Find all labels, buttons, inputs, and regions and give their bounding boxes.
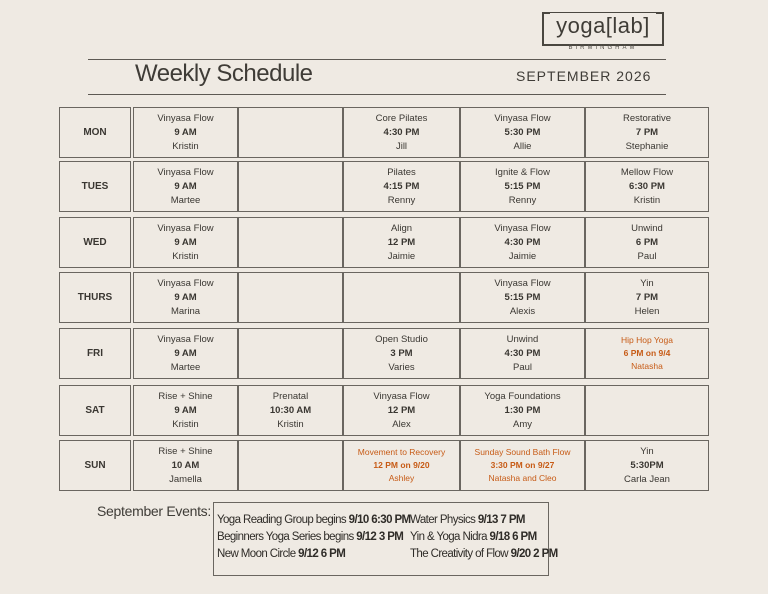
- event-item: [410, 531, 537, 543]
- class-teacher: Jaimie: [387, 250, 416, 262]
- event-name: New Moon Circle: [217, 548, 299, 560]
- class-teacher: Renny: [387, 194, 416, 206]
- class-time: 9 AM: [174, 236, 197, 248]
- class-time: 12 PM on 9/20: [373, 460, 430, 470]
- class-teacher: Kristin: [172, 250, 199, 262]
- day-label: WED: [59, 217, 131, 268]
- class-name: Pilates: [387, 166, 416, 178]
- event-name: Yin & Yoga Nidra: [410, 531, 490, 543]
- class-time: 5:15 PM: [504, 180, 541, 192]
- class-teacher: Martee: [170, 361, 201, 373]
- class-time: 6 PM: [635, 236, 659, 248]
- class-cell: [585, 107, 709, 158]
- class-time: 3:30 PM on 9/27: [490, 460, 555, 470]
- class-cell: [343, 217, 460, 268]
- class-cell: [133, 217, 238, 268]
- class-teacher: Kristin: [172, 418, 199, 430]
- class-cell: [585, 217, 709, 268]
- class-cell: [133, 440, 238, 491]
- class-time: 7 PM: [635, 291, 659, 303]
- class-time: 9 AM: [174, 126, 197, 138]
- class-name: Restorative: [622, 112, 672, 124]
- class-teacher: Martee: [170, 194, 201, 206]
- class-name: Rise + Shine: [158, 445, 213, 457]
- event-name: Water Physics: [410, 514, 478, 526]
- class-cell: [133, 385, 238, 436]
- class-cell: [460, 328, 585, 379]
- event-name: Yoga Reading Group begins: [217, 514, 349, 526]
- class-name: Vinyasa Flow: [157, 277, 214, 289]
- class-teacher: Marina: [170, 305, 201, 317]
- class-cell: [585, 328, 709, 379]
- class-name: Prenatal: [272, 390, 309, 402]
- class-time: 5:15 PM: [504, 291, 541, 303]
- class-teacher: Renny: [508, 194, 537, 206]
- class-cell: [460, 385, 585, 436]
- class-teacher: Allie: [513, 140, 532, 152]
- class-teacher: Natasha: [631, 361, 663, 371]
- class-name: Mellow Flow: [620, 166, 674, 178]
- class-name: Vinyasa Flow: [494, 277, 551, 289]
- class-name: Vinyasa Flow: [157, 112, 214, 124]
- empty-cell: [238, 217, 343, 268]
- event-when: 9/12 3 PM: [356, 531, 404, 543]
- month-label: SEPTEMBER 2026: [516, 68, 652, 84]
- class-name: Yin: [640, 445, 654, 457]
- class-teacher: Kristin: [172, 140, 199, 152]
- class-teacher: Alexis: [509, 305, 536, 317]
- events-box: [213, 502, 558, 576]
- class-time: 5:30 PM: [504, 126, 541, 138]
- header-bottom-rule: [88, 94, 666, 95]
- class-cell: [460, 217, 585, 268]
- class-name: Align: [390, 222, 413, 234]
- class-time: 10:30 AM: [269, 404, 312, 416]
- class-name: Sunday Sound Bath Flow: [474, 447, 571, 457]
- class-teacher: Paul: [637, 250, 657, 262]
- class-teacher: Ashley: [388, 473, 415, 483]
- class-time: 7 PM: [635, 126, 659, 138]
- day-label: THURS: [59, 272, 131, 323]
- class-cell: [460, 161, 585, 212]
- empty-cell: [238, 440, 343, 491]
- class-teacher: Jill: [395, 140, 408, 152]
- class-cell: [343, 385, 460, 436]
- events-label: September Events:: [97, 503, 211, 519]
- class-teacher: Natasha and Cleo: [488, 473, 557, 483]
- class-cell: [133, 272, 238, 323]
- class-teacher: Jamella: [169, 473, 202, 485]
- event-item: [217, 548, 345, 560]
- event-when: 9/12 6 PM: [298, 548, 346, 560]
- event-when: 9/13 7 PM: [477, 514, 525, 526]
- event-item: [217, 514, 411, 526]
- class-name: Vinyasa Flow: [157, 333, 214, 345]
- class-time: 3 PM: [390, 347, 413, 359]
- class-teacher: Kristin: [633, 194, 661, 206]
- empty-cell: [343, 272, 460, 323]
- class-teacher: Stephanie: [625, 140, 669, 152]
- class-name: Yin: [640, 277, 654, 289]
- class-teacher: Paul: [512, 361, 532, 373]
- class-name: Hip Hop Yoga: [621, 335, 673, 345]
- event-when: 9/18 6 PM: [489, 531, 537, 543]
- day-label: TUES: [59, 161, 131, 212]
- class-cell: [343, 107, 460, 158]
- class-name: Unwind: [506, 333, 539, 345]
- class-time: 9 AM: [174, 404, 197, 416]
- class-time: 4:15 PM: [383, 180, 420, 192]
- class-teacher: Kristin: [277, 418, 304, 430]
- class-name: Open Studio: [375, 333, 428, 345]
- class-name: Rise + Shine: [158, 390, 213, 402]
- logo: [542, 12, 664, 51]
- class-name: Yoga Foundations: [484, 390, 561, 402]
- class-teacher: Amy: [513, 418, 532, 430]
- class-time: 10 AM: [171, 459, 200, 471]
- class-teacher: Varies: [388, 361, 415, 373]
- class-time: 4:30 PM: [504, 347, 541, 359]
- event-name: Beginners Yoga Series begins: [217, 531, 357, 543]
- class-time: 5:30PM: [630, 459, 664, 471]
- logo-subtitle: BIRMINGHAM: [568, 45, 638, 51]
- class-cell: [460, 107, 585, 158]
- class-name: Vinyasa Flow: [494, 112, 551, 124]
- class-teacher: Jaimie: [508, 250, 537, 262]
- event-item: [217, 531, 403, 543]
- class-teacher: Carla Jean: [624, 473, 670, 485]
- class-time: 1:30 PM: [504, 404, 541, 416]
- event-when: 9/20 2 PM: [510, 548, 558, 560]
- empty-cell: [238, 328, 343, 379]
- empty-cell: [238, 272, 343, 323]
- class-time: 6 PM on 9/4: [623, 348, 671, 358]
- class-name: Vinyasa Flow: [373, 390, 430, 402]
- day-label: FRI: [59, 328, 131, 379]
- class-cell: [460, 440, 585, 491]
- empty-cell: [238, 161, 343, 212]
- class-name: Ignite & Flow: [495, 166, 550, 178]
- logo-wordmark: yoga[lab]: [550, 13, 656, 39]
- class-name: Vinyasa Flow: [157, 166, 214, 178]
- class-cell: [238, 385, 343, 436]
- class-time: 4:30 PM: [383, 126, 420, 138]
- class-cell: [133, 328, 238, 379]
- class-cell: [585, 272, 709, 323]
- class-name: Vinyasa Flow: [494, 222, 551, 234]
- class-time: 6:30 PM: [629, 180, 665, 192]
- class-time: 9 AM: [174, 291, 197, 303]
- class-cell: [343, 440, 460, 491]
- page-title: Weekly Schedule: [135, 60, 313, 87]
- event-when: 9/10 6:30 PM: [348, 514, 411, 526]
- event-item: [410, 548, 558, 560]
- day-label: SAT: [59, 385, 131, 436]
- event-name: The Creativity of Flow: [410, 548, 511, 560]
- class-name: Unwind: [631, 222, 663, 234]
- class-name: Vinyasa Flow: [157, 222, 214, 234]
- class-time: 12 PM: [387, 404, 416, 416]
- class-time: 4:30 PM: [504, 236, 541, 248]
- class-cell: [133, 107, 238, 158]
- class-name: Core Pilates: [375, 112, 428, 124]
- class-name: Movement to Recovery: [357, 447, 446, 457]
- class-time: 12 PM: [387, 236, 416, 248]
- class-time: 9 AM: [174, 347, 197, 359]
- empty-cell: [585, 385, 709, 436]
- class-cell: [585, 161, 709, 212]
- class-teacher: Helen: [634, 305, 660, 317]
- class-cell: [133, 161, 238, 212]
- class-cell: [460, 272, 585, 323]
- class-time: 9 AM: [174, 180, 197, 192]
- class-cell: [343, 328, 460, 379]
- day-label: SUN: [59, 440, 131, 491]
- class-cell: [343, 161, 460, 212]
- class-teacher: Alex: [392, 418, 411, 430]
- event-item: [410, 514, 525, 526]
- class-cell: [585, 440, 709, 491]
- day-label: MON: [59, 107, 131, 158]
- empty-cell: [238, 107, 343, 158]
